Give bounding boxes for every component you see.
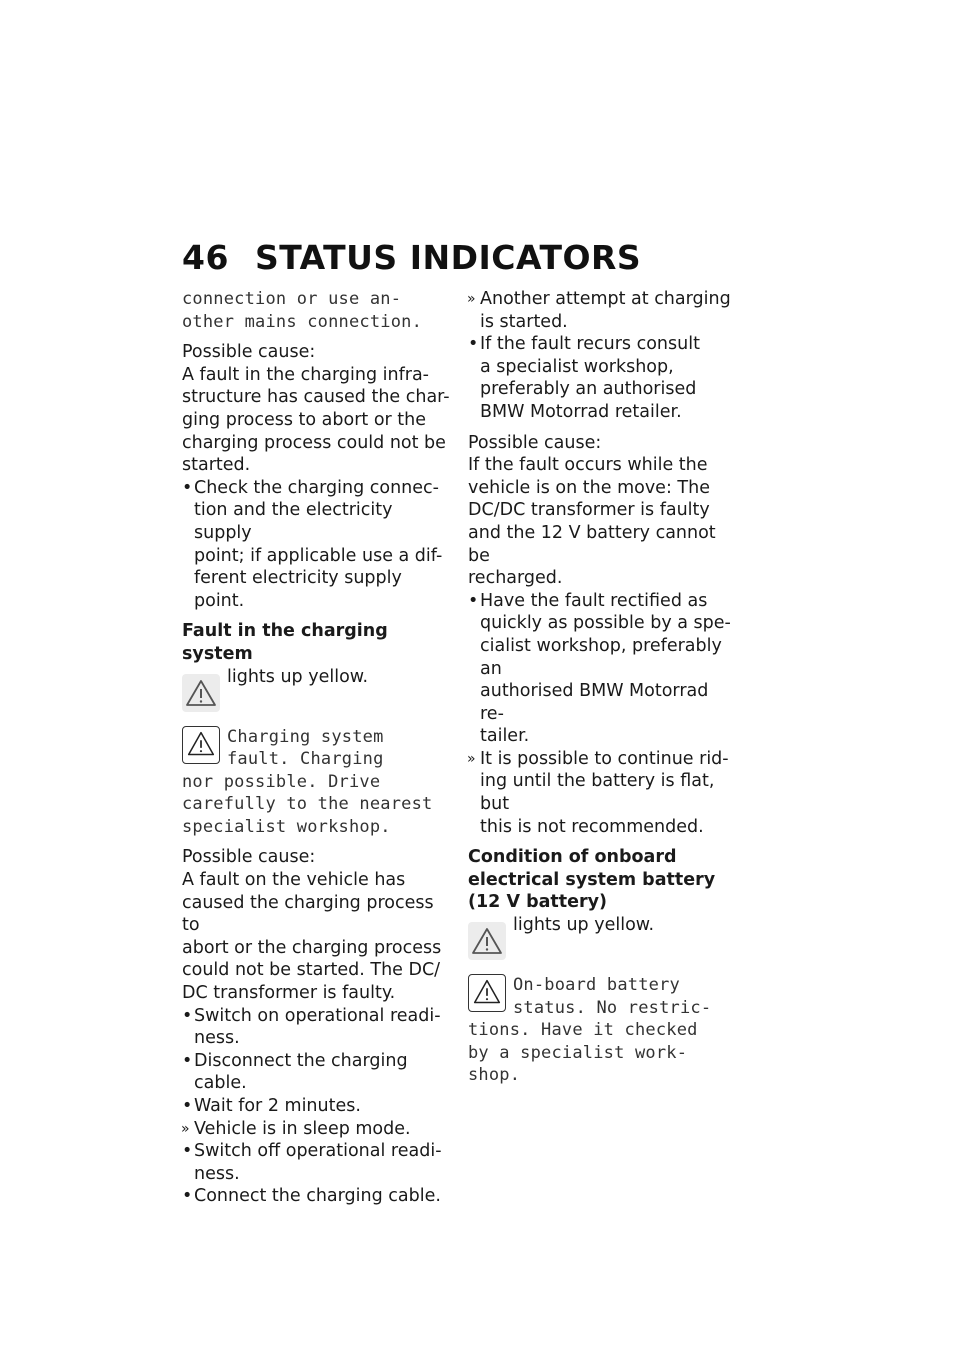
cause-text — [468, 454, 736, 590]
right-column — [468, 288, 736, 1087]
text-line: Another attempt at charging — [480, 289, 731, 309]
warning-triangle-outline-icon — [468, 974, 506, 1012]
bullet-item — [468, 333, 736, 423]
page-title: STATUS INDICATORS — [254, 238, 642, 277]
result-item — [468, 748, 736, 838]
text-line: charging process could not be — [182, 432, 446, 453]
text-line: is started. — [480, 311, 568, 332]
result-arrow-icon: » — [467, 291, 476, 307]
bullet-icon: • — [182, 477, 193, 498]
indicator-row — [468, 914, 736, 962]
text-line: recharged. — [468, 568, 563, 589]
text-line: A fault on the vehicle has — [182, 870, 406, 891]
bullet-icon: • — [468, 334, 479, 355]
indicator-row — [182, 666, 450, 714]
bullet-icon: • — [182, 1141, 193, 1162]
text-line: A fault in the charging infra- — [182, 364, 429, 385]
possible-cause-label: Possible cause: — [182, 342, 316, 363]
mono-intro — [182, 288, 450, 333]
text-line: a specialist workshop, — [480, 356, 674, 377]
text-line: BMW Motorrad retailer. — [480, 401, 682, 422]
text-line: Condition of onboard — [468, 847, 677, 868]
display-message — [182, 726, 450, 839]
warning-triangle-outline-icon — [182, 726, 220, 764]
result-arrow-icon: » — [181, 1120, 190, 1137]
mono-line: shop. — [468, 1065, 521, 1086]
text-line: and the 12 V battery cannot be — [468, 522, 716, 566]
text-line: ness. — [194, 1163, 240, 1184]
page-header — [182, 238, 641, 277]
bullet-icon: • — [182, 1050, 193, 1071]
text-line: ness. — [194, 1028, 240, 1049]
result-item — [182, 1118, 450, 1141]
text-line: DC transformer is faulty. — [182, 983, 396, 1004]
text-line: Disconnect the charging — [194, 1050, 408, 1071]
text-line: could not be started. The DC/ — [182, 960, 441, 981]
text-line: cable. — [194, 1073, 247, 1094]
text-line: cialist workshop, preferably an — [480, 635, 722, 679]
bullet-item — [182, 477, 450, 613]
text-line: Switch on operational readi- — [194, 1005, 441, 1026]
mono-line: status. No restric- — [513, 997, 712, 1018]
indicator-text: lights up yellow. — [227, 666, 369, 687]
bullet-item — [182, 1140, 450, 1185]
mono-line: Charging system — [227, 726, 384, 747]
text-line: authorised BMW Motorrad re- — [480, 681, 709, 724]
mono-line: On-board battery — [513, 975, 680, 996]
left-column — [182, 288, 450, 1208]
text-line: Switch off operational readi- — [194, 1141, 442, 1162]
result-item — [468, 288, 736, 333]
text-line: quickly as possible by a spe- — [480, 613, 731, 634]
text-line: If the fault occurs while the — [468, 455, 708, 476]
page-number: 46 — [182, 238, 229, 277]
display-message — [468, 974, 736, 1087]
bullet-item — [468, 590, 736, 748]
text-line: tion and the electricity supply — [194, 500, 393, 543]
text-line: tailer. — [480, 726, 530, 747]
text-line: preferably an authorised — [480, 379, 697, 400]
warning-triangle-filled-icon — [182, 674, 220, 712]
mono-line: connection or use an- — [182, 289, 402, 309]
steps-list — [182, 1005, 450, 1208]
section-title — [468, 846, 736, 914]
possible-cause-label: Possible cause: — [468, 432, 602, 453]
cause-text — [182, 869, 450, 1005]
text-line: ging process to abort or the — [182, 409, 427, 430]
mono-line: by a specialist work- — [468, 1042, 688, 1063]
warning-triangle-filled-icon — [468, 922, 506, 960]
cause-text — [182, 364, 450, 477]
text-line: DC/DC transformer is faulty — [468, 500, 710, 521]
text-line: abort or the charging process — [182, 937, 442, 958]
text-line: Connect the charging cable. — [194, 1186, 441, 1207]
text-line: this is not recommended. — [480, 816, 704, 837]
text-line: (12 V battery) — [468, 892, 608, 913]
bullet-item — [182, 1095, 450, 1118]
mono-line: nor possible. Drive — [182, 771, 381, 792]
text-line: Check the charging connec- — [194, 477, 439, 498]
text-line: electrical system battery — [468, 869, 716, 890]
text-line: structure has caused the char- — [182, 387, 450, 408]
bullet-item — [182, 1050, 450, 1095]
bullet-icon: • — [182, 1005, 193, 1026]
text-line: Wait for 2 minutes. — [194, 1096, 361, 1116]
mono-line: other mains connection. — [182, 311, 423, 332]
text-line: point; if applicable use a dif- — [194, 545, 443, 566]
text-line: ing until the battery is flat, but — [480, 771, 715, 815]
section-title: Fault in the charging system — [182, 621, 388, 664]
text-line: started. — [182, 455, 251, 476]
bullet-icon: • — [182, 1096, 193, 1116]
bullet-item — [182, 1185, 450, 1208]
bullet-icon: • — [468, 590, 479, 611]
text-line: If the fault recurs consult — [480, 334, 700, 355]
bullet-icon: • — [182, 1186, 193, 1207]
mono-line: specialist workshop. — [182, 816, 391, 837]
result-arrow-icon: » — [467, 750, 476, 767]
bullet-item — [182, 1005, 450, 1050]
text-line: Have the fault rectified as — [480, 590, 708, 611]
mono-line: tions. Have it checked — [468, 1020, 698, 1041]
text-line: Vehicle is in sleep mode. — [194, 1118, 411, 1139]
text-line: vehicle is on the move: The — [468, 477, 710, 498]
possible-cause-label: Possible cause: — [182, 847, 316, 868]
text-line: ferent electricity supply point. — [194, 568, 402, 611]
mono-line: fault. Charging — [227, 749, 384, 770]
text-line: It is possible to continue rid- — [480, 748, 729, 769]
text-line: caused the charging process to — [182, 892, 434, 936]
mono-line: carefully to the nearest — [182, 794, 433, 815]
indicator-text: lights up yellow. — [513, 915, 655, 936]
